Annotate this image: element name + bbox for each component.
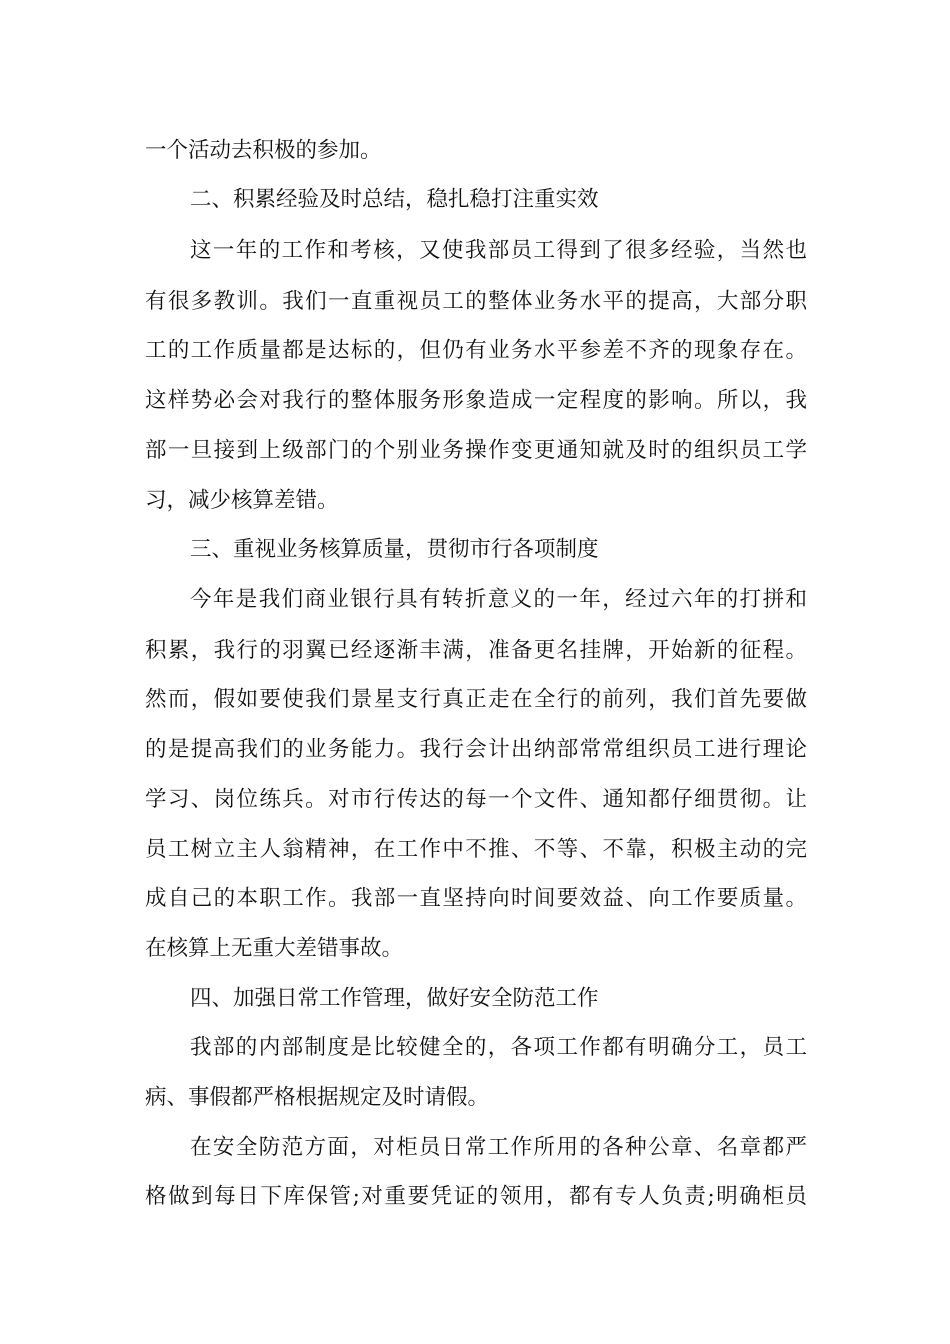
paragraph-line: 然而，假如要使我们景星支行真正走在全行的前列，我们首先要做 xyxy=(145,687,807,712)
paragraph-line: 格做到每日下库保管;对重要凭证的领用，都有专人负责;明确柜员 xyxy=(145,1184,807,1209)
paragraph-line: 习，减少核算差错。 xyxy=(145,488,339,513)
paragraph-line: 这一年的工作和考核，又使我部员工得到了很多经验，当然也 xyxy=(190,238,807,263)
section-heading: 二、积累经验及时总结，稳扎稳打注重实效 xyxy=(190,187,599,212)
paragraph-line: 工的工作质量都是达标的，但仍有业务水平参差不齐的现象存在。 xyxy=(145,338,807,363)
paragraph-line: 部一旦接到上级部门的个别业务操作变更通知就及时的组织员工学 xyxy=(145,438,807,463)
paragraph-line: 员工树立主人翁精神，在工作中不推、不等、不靠，积极主动的完 xyxy=(145,837,807,862)
section-heading: 四、加强日常工作管理，做好安全防范工作 xyxy=(190,986,599,1011)
paragraph-line: 这样势必会对我行的整体服务形象造成一定程度的影响。所以，我 xyxy=(145,388,807,413)
paragraph-line: 一个活动去积极的参加。 xyxy=(145,138,382,163)
paragraph-line: 学习、岗位练兵。对市行传达的每一个文件、通知都仔细贯彻。让 xyxy=(145,787,807,812)
paragraph-line: 成自己的本职工作。我部一直坚持向时间要效益、向工作要质量。 xyxy=(145,886,807,911)
section-heading: 三、重视业务核算质量，贯彻市行各项制度 xyxy=(190,537,599,562)
paragraph-line: 在核算上无重大差错事故。 xyxy=(145,936,404,961)
paragraph-line: 病、事假都严格根据规定及时请假。 xyxy=(145,1085,490,1110)
paragraph-line: 的是提高我们的业务能力。我行会计出纳部常常组织员工进行理论 xyxy=(145,737,807,762)
paragraph-line: 我部的内部制度是比较健全的，各项工作都有明确分工，员工 xyxy=(190,1035,807,1060)
paragraph-line: 积累，我行的羽翼已经逐渐丰满，准备更名挂牌，开始新的征程。 xyxy=(145,638,807,663)
paragraph-line: 今年是我们商业银行具有转折意义的一年，经过六年的打拼和 xyxy=(190,587,807,612)
paragraph-line: 有很多教训。我们一直重视员工的整体业务水平的提高，大部分职 xyxy=(145,289,807,314)
paragraph-line: 在安全防范方面，对柜员日常工作所用的各种公章、名章都严 xyxy=(190,1135,807,1160)
